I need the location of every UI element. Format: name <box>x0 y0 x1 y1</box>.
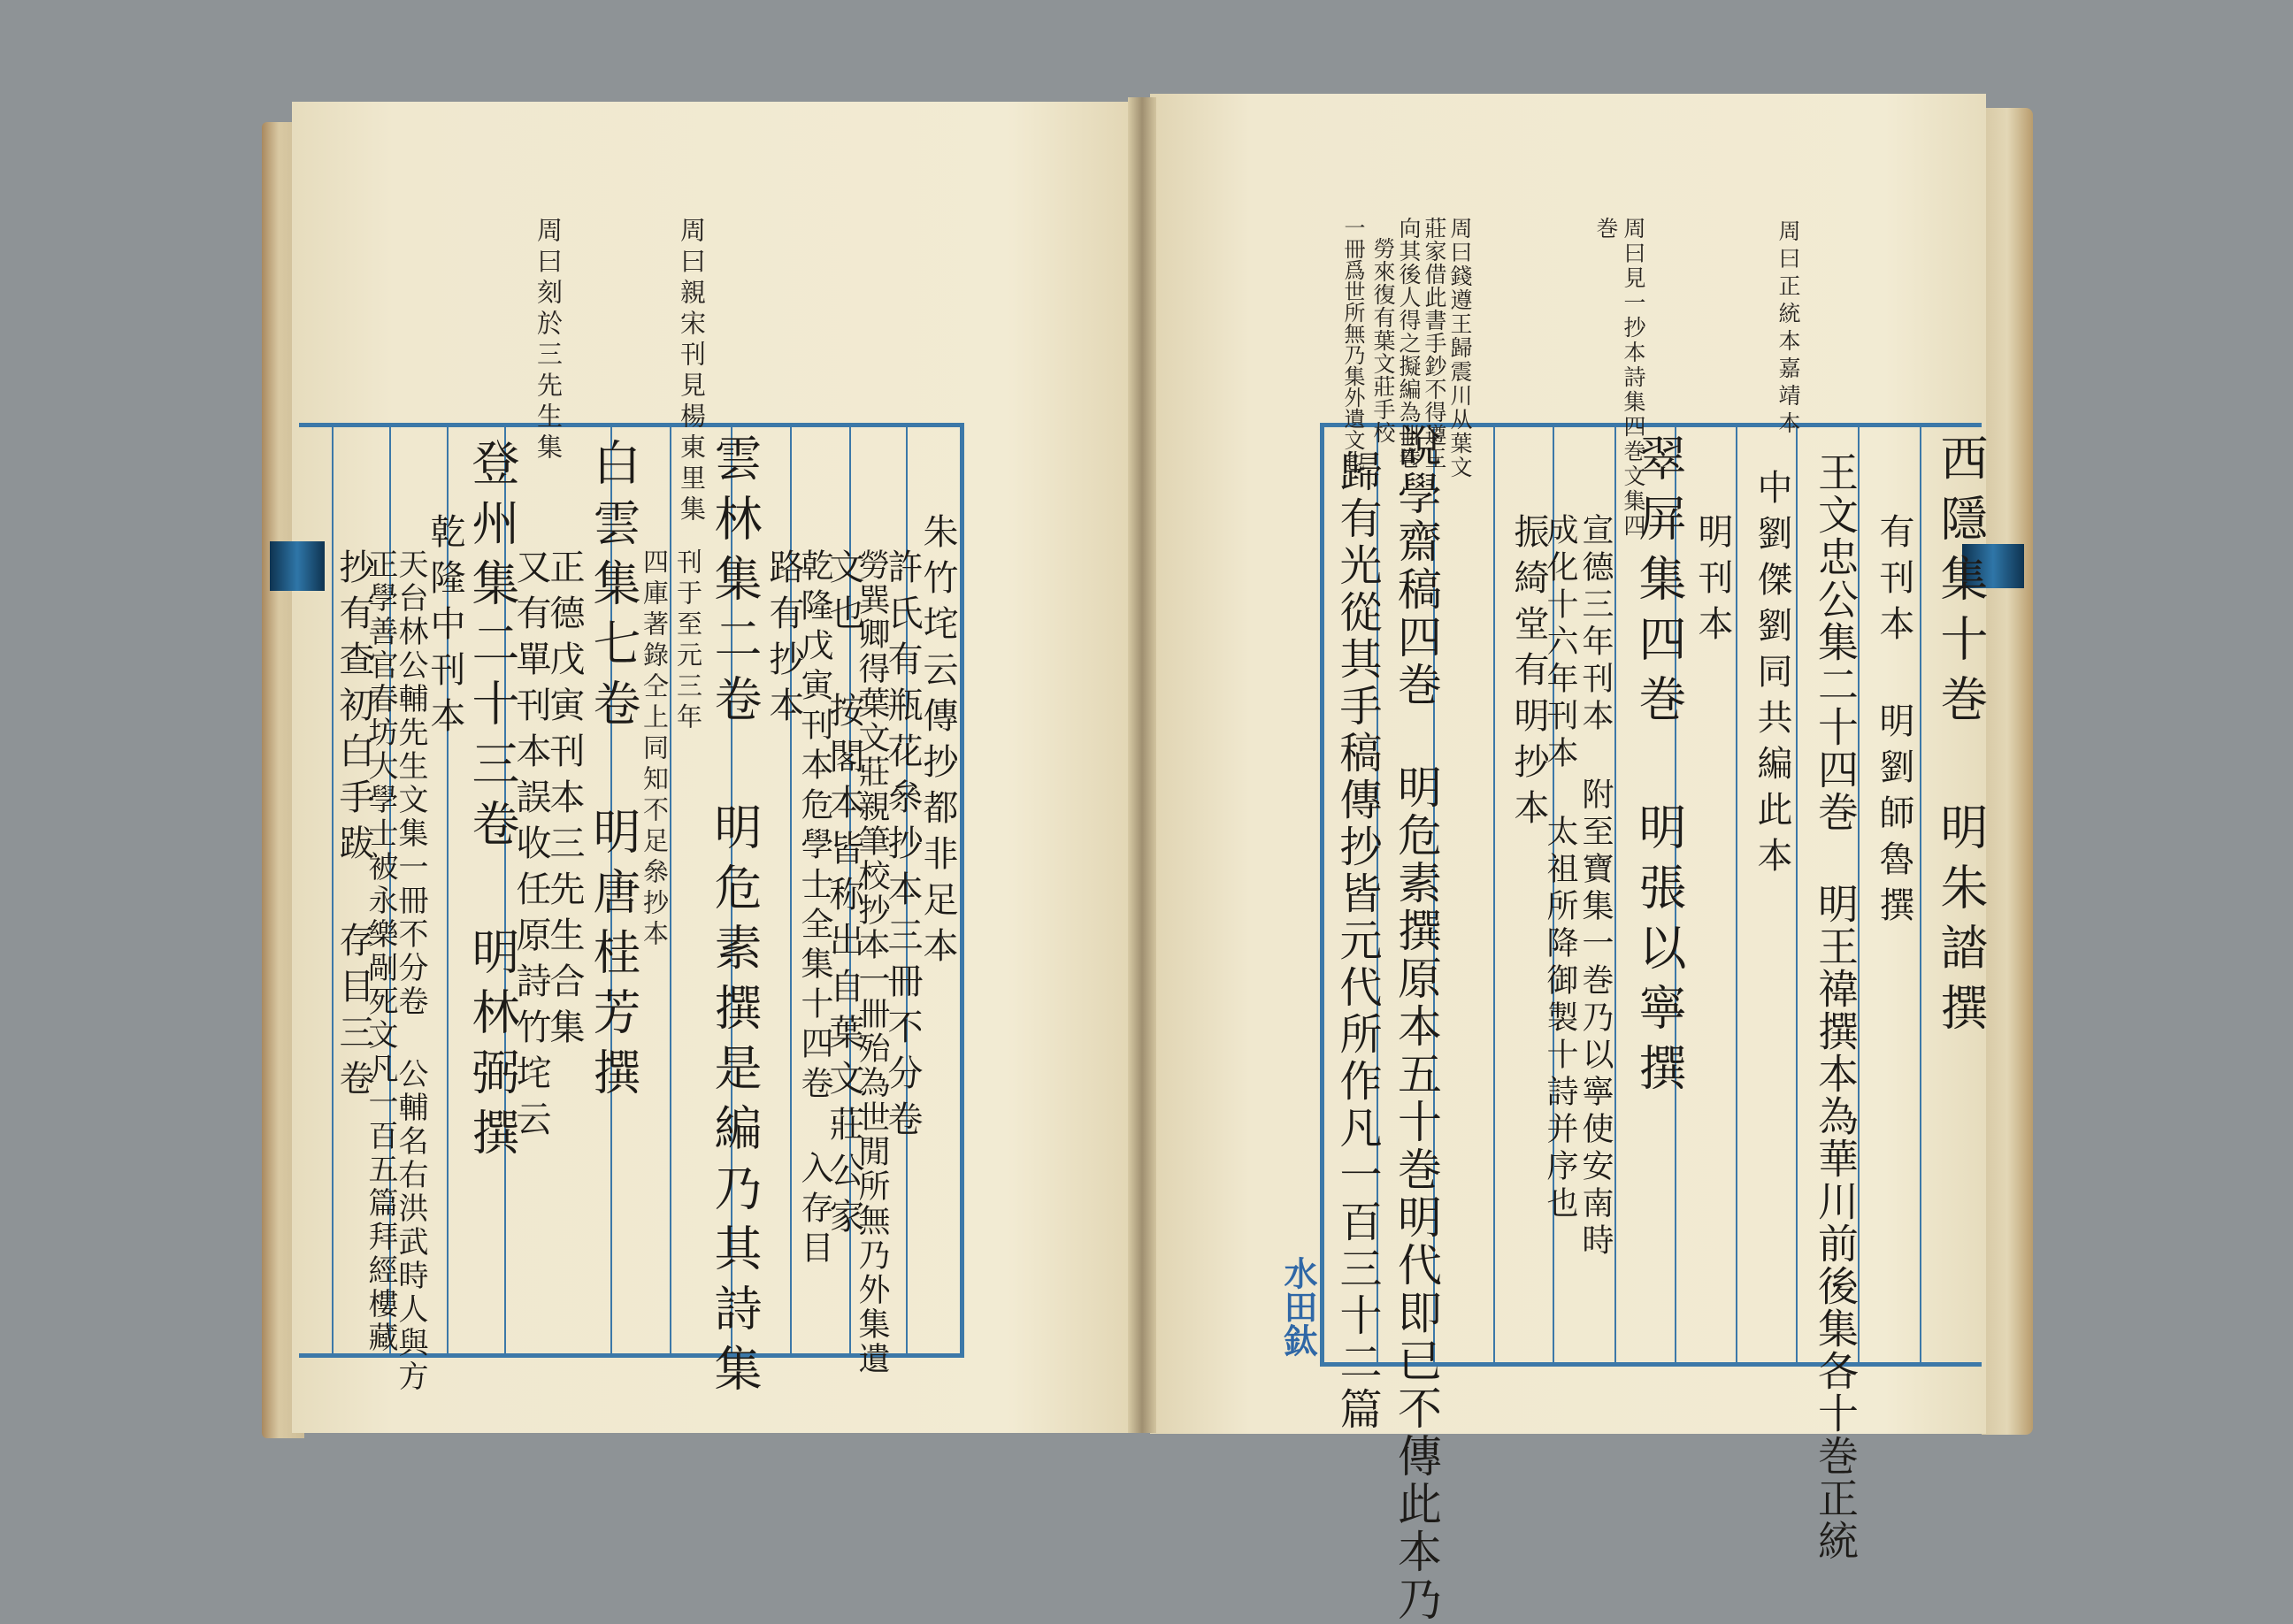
left-column: 正德戊寅刊本三先生合集 <box>544 548 585 1054</box>
right-entry-title: 西隱集十巻 明朱誻撰 <box>1933 433 1989 1043</box>
right-header-note: 周曰正統本嘉靖本 <box>1775 219 1801 439</box>
left-column: 勞巽卿得葉文莊親筆校抄本一卌殆為世閒所無乃外集遺 <box>854 548 890 1376</box>
right-header-note: 向其後人得之擬編為卌巻 <box>1396 217 1422 470</box>
right-entry-title: 王文忠公集二十四巻 明王禕撰本為華川前後集各十巻正統 <box>1812 451 1860 1562</box>
left-column: 四庫著錄仝上同知不足㕘抄本 <box>640 548 670 951</box>
left-frame-top <box>299 423 964 427</box>
right-header-note: 巻 <box>1593 217 1619 244</box>
right-column: 中劉傑劉同共編此本 <box>1752 469 1792 883</box>
left-column: 朱竹垞云傳抄都非足本 <box>917 513 958 973</box>
right-rule <box>1920 427 1921 1362</box>
left-column: 刊于至元三年 <box>673 548 703 734</box>
right-rule <box>1493 427 1495 1362</box>
right-entry-title: 說學齋稿四巻 明危素撰原本五十巻明代即已不傳此本乃 <box>1391 423 1442 1624</box>
left-header-note: 周曰刻於三先生集 <box>533 217 564 464</box>
right-column: 振綺堂有明抄本 <box>1508 513 1549 835</box>
left-column: 抄有查初白手跋 存目三卷 <box>334 548 374 1106</box>
right-entry-title: 歸有光從其手稿傳抄皆元代所作凡一百三十二篇 <box>1332 449 1382 1434</box>
gutter <box>1128 97 1156 1433</box>
left-column: 文也 按閣本皆称出自葉文莊公家 <box>824 548 864 1244</box>
right-header-note: 勞來復有葉文莊手校 <box>1370 237 1396 444</box>
left-entry-title: 白雲集七卷 明唐桂芳撰 <box>586 438 641 1107</box>
right-entry-title: 翠屏集四巻 明張以寧撰 <box>1631 433 1687 1103</box>
right-column: 宣德三年刊本 附至寶集一巻乃以寧使安南時 <box>1577 513 1614 1260</box>
left-column: 又有單刊本誤收任原詩竹垞云 <box>510 548 551 1146</box>
right-column: 成化十六年刊本 太祖所降御製十詩并序也 <box>1542 513 1578 1223</box>
right-column: 有刊本 明劉師魯撰 <box>1874 513 1914 932</box>
right-header-note: 莊家借此書手鈔不得遵王 <box>1422 217 1447 470</box>
left-header-note: 周曰親宋刊見楊東里集 <box>677 217 707 526</box>
left-column: 正學善官春坊大學士被永樂剮死文凡一百五篇拜經樓藏 <box>363 548 398 1355</box>
left-column: 天台林公輔先生文集一冊不分卷 公輔名右洪武時人與方 <box>393 548 428 1394</box>
left-column: 乾隆中刊本 <box>425 513 465 743</box>
left-column: 乾隆戊寅刊本危學士全集十四卷 入存目 <box>795 548 833 1270</box>
right-header-note: 周曰錢遵王歸震川从葉文 <box>1447 217 1473 479</box>
left-entry-title: 登州集二十三卷 明林弼撰 <box>464 438 520 1168</box>
right-frame-left <box>1320 423 1324 1367</box>
seal-stamp: 水田鈦 <box>1278 1256 1318 1357</box>
left-entry-title: 雲林集二卷 明危素撰是編乃其詩集 <box>707 433 763 1404</box>
bookmark-left <box>270 541 325 591</box>
left-column: 路有抄本 <box>763 548 804 732</box>
right-header-note: 一冊爲世所無乃集外遺文也 <box>1340 217 1365 471</box>
left-column: 許氏有瓶花㕘抄本三冊不分卷 <box>882 548 923 1146</box>
right-header-note: 周曰見一抄本詩集四巻文集四 <box>1621 217 1646 539</box>
right-column: 明刊本 <box>1692 513 1733 651</box>
